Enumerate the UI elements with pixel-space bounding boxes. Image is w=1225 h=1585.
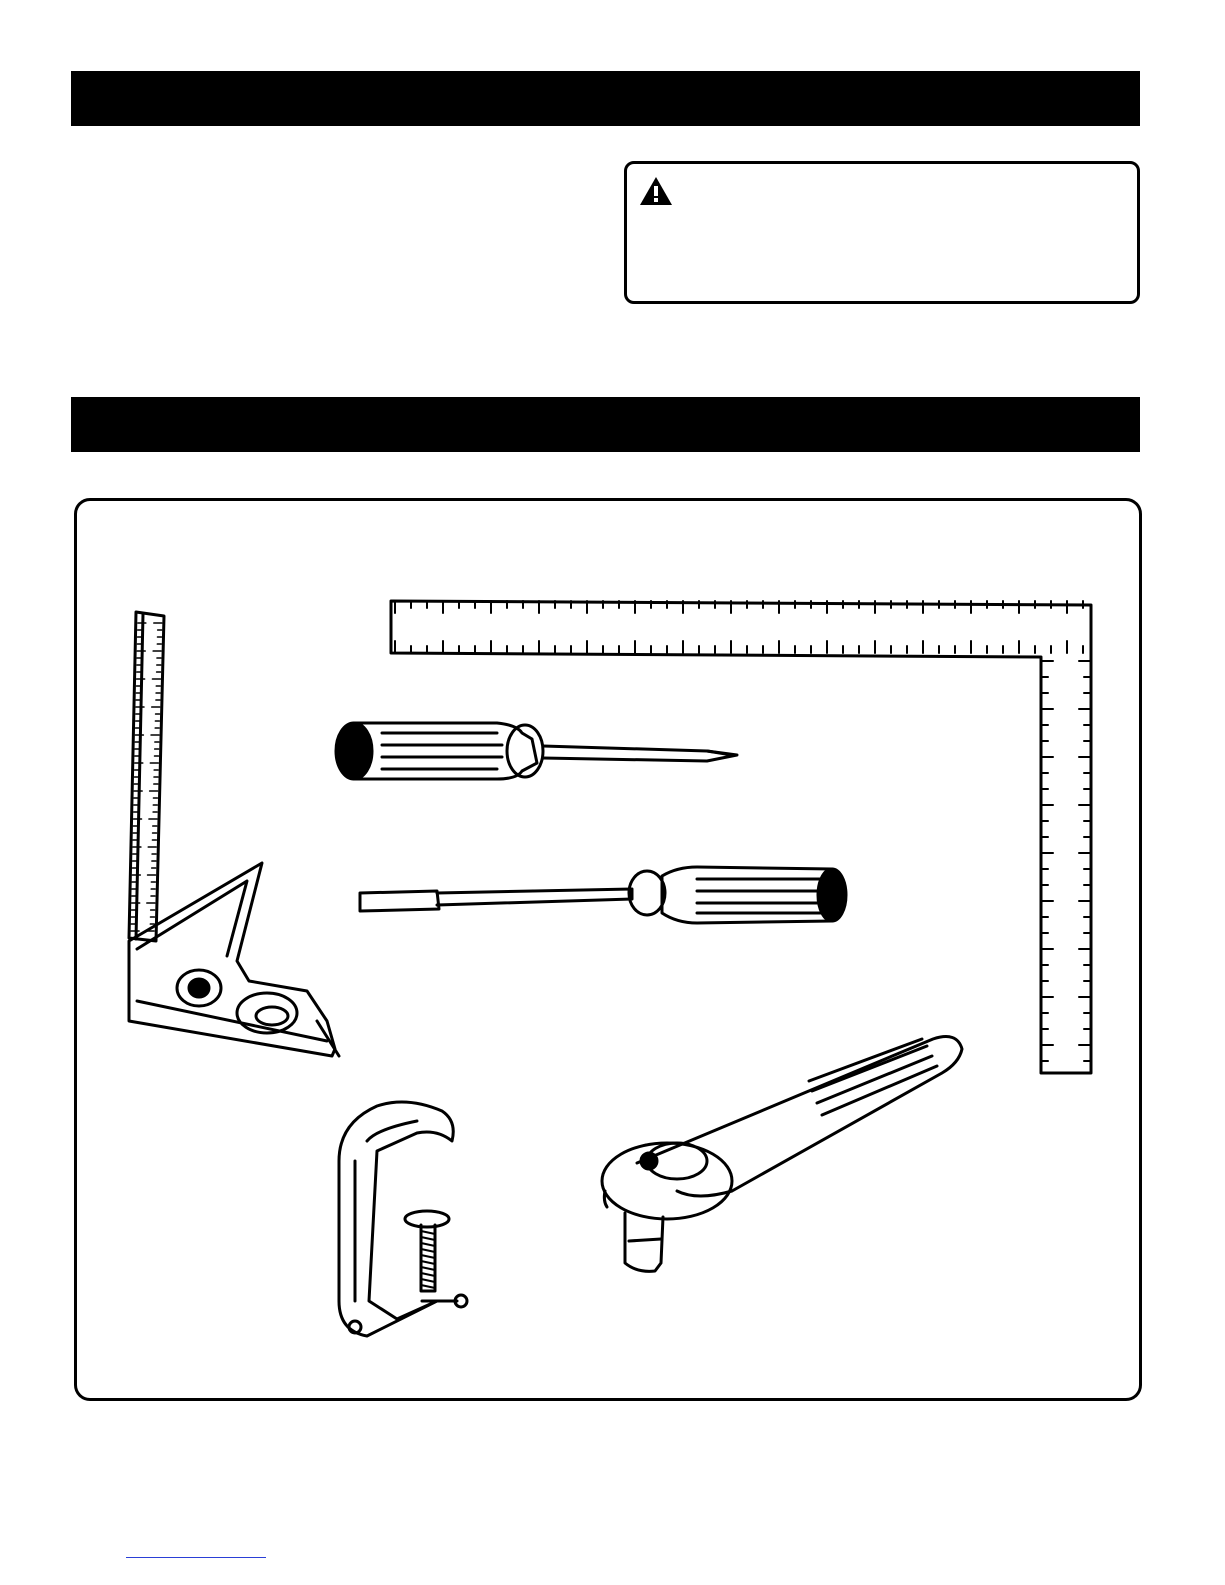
tools-illustration-panel [74,498,1142,1401]
ruler-tick [421,1267,435,1270]
ruler-tick [421,1231,435,1234]
tools-illustration [77,501,1139,1398]
ratchet-wrench-icon [602,1037,962,1272]
framing-square-icon [391,601,1091,1073]
ruler-tick [421,1285,435,1288]
ruler-tick [421,1249,435,1252]
ruler-tick [421,1243,435,1246]
flat-screwdriver-icon [360,867,846,923]
ruler-tick [421,1273,435,1276]
c-clamp-icon [339,1102,467,1336]
warning-triangle-icon [639,176,673,206]
ruler-tick [421,1237,435,1240]
section-header-bar-top [71,71,1140,126]
ruler-tick [421,1279,435,1282]
combination-square-icon [129,612,339,1056]
footer-link-underline[interactable] [126,1557,266,1558]
ruler-tick [421,1261,435,1264]
ruler-tick [421,1255,435,1258]
phillips-screwdriver-icon [336,723,737,779]
warning-box [624,161,1140,304]
section-header-bar-tools [71,397,1140,452]
